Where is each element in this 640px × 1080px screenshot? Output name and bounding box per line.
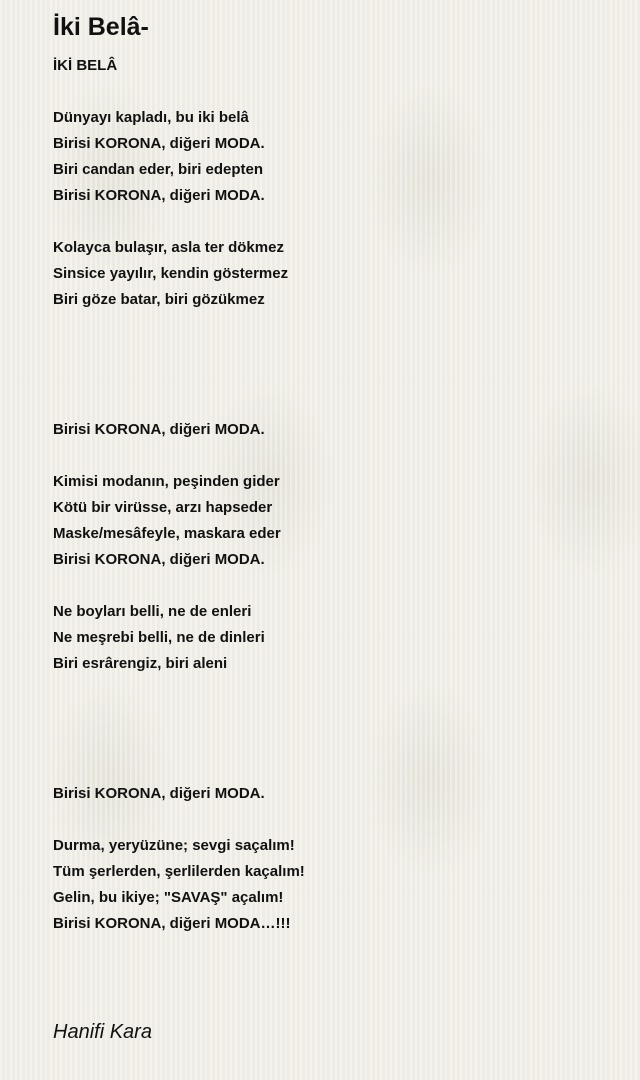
poem-line: Biri esrârengiz, biri aleni (53, 655, 228, 672)
poem-body (53, 53, 613, 937)
poem-line: Birisi KORONA, diğeri MODA. (53, 187, 265, 204)
poem-title: İki Belâ- (53, 13, 149, 41)
poem-line: Birisi KORONA, diğeri MODA. (53, 785, 265, 802)
poem-line: Ne boyları belli, ne de enleri (53, 603, 252, 620)
poem-line: Birisi KORONA, diğeri MODA…!!! (53, 915, 291, 932)
poem-line: Gelin, bu ikiye; "SAVAŞ" açalım! (53, 889, 284, 906)
poem-line: Sinsice yayılır, kendin göstermez (53, 265, 289, 282)
poem-line (53, 729, 613, 755)
poem-line: Kötü bir virüsse, arzı hapseder (53, 499, 273, 516)
poem-line: Durma, yeryüzüne; sevgi saçalım! (53, 837, 295, 854)
poem-line: Dünyayı kapladı, bu iki belâ (53, 109, 249, 126)
poem-line: Birisi KORONA, diğeri MODA. (53, 135, 265, 152)
poem-line (53, 365, 613, 391)
poem-line: Birisi KORONA, diğeri MODA. (53, 551, 265, 568)
poem-line (53, 79, 613, 105)
poem-line (53, 573, 613, 599)
poem-line: Kimisi modanın, peşinden gider (53, 473, 280, 490)
poem-line (53, 677, 613, 703)
poem-line: Birisi KORONA, diğeri MODA. (53, 421, 265, 438)
poem-line (53, 391, 613, 417)
poem-line: Ne meşrebi belli, ne de dinleri (53, 629, 265, 646)
poem-line (53, 807, 613, 833)
poem-line (53, 443, 613, 469)
poem-line: Tüm şerlerden, şerlilerden kaçalım! (53, 863, 305, 880)
poem-line (53, 313, 613, 339)
poem-line (53, 703, 613, 729)
poem-line (53, 339, 613, 365)
poem-line: Maske/mesâfeyle, maskara eder (53, 525, 281, 542)
poem-line: Kolayca bulaşır, asla ter dökmez (53, 239, 284, 256)
poem-line (53, 209, 613, 235)
poem-line: Biri candan eder, biri edepten (53, 161, 264, 178)
poem-author: Hanifi Kara (53, 1021, 152, 1043)
poem-line: Biri göze batar, biri gözükmez (53, 291, 265, 308)
poem-line (53, 755, 613, 781)
poem-line: İKİ BELÂ (53, 57, 118, 74)
